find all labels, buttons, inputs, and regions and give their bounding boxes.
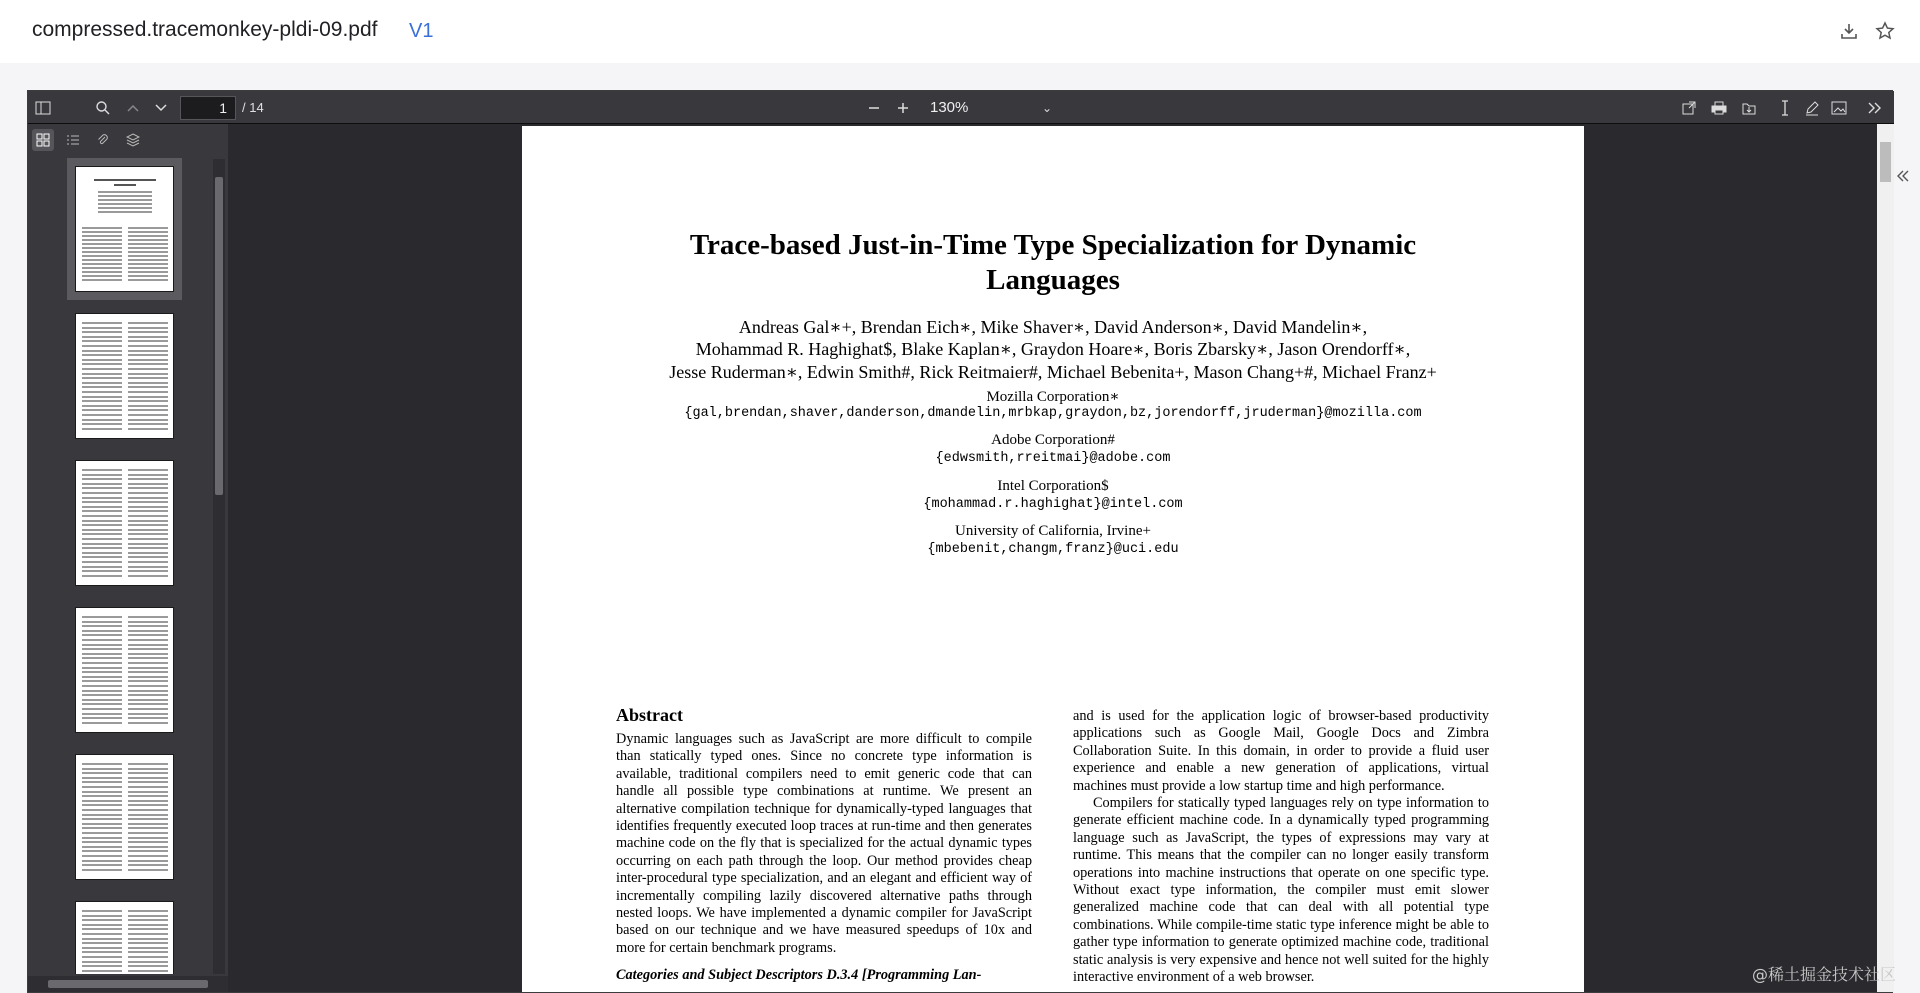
chevron-down-icon: ⌄ — [1041, 101, 1052, 115]
zoom-in-icon[interactable] — [892, 97, 914, 119]
document-area — [228, 124, 1873, 992]
pdf-page — [522, 126, 1584, 992]
page-thumbnail[interactable] — [75, 901, 174, 974]
paper-title-line-1: Trace-based Just-in-Time Type Specialization for Dynamic — [689, 229, 1417, 261]
affiliation-mozilla: Mozilla Corporation∗ — [986, 389, 1120, 405]
abstract-heading: Abstract — [616, 705, 683, 725]
watermark: @稀土掘金技术社区 — [1752, 965, 1897, 984]
sidebar-toggle-icon[interactable] — [32, 97, 54, 119]
email-mozilla: {gal,brendan,shaver,danderson,dmandelin,mrbkap,graydon,bz,jorendorff,jruderman}@mozilla.com — [684, 406, 1422, 421]
sidebar-hscroll-thumb[interactable] — [48, 980, 208, 988]
save-icon[interactable] — [1738, 97, 1760, 119]
document-scroll-thumb[interactable] — [1880, 142, 1891, 182]
version-badge[interactable]: V1 — [409, 20, 434, 42]
document-scrollbar[interactable] — [1877, 124, 1894, 992]
email-adobe: {edwsmith,rreitmai}@adobe.com — [935, 451, 1171, 466]
thumbnail-sidebar — [28, 124, 228, 992]
previous-page-icon[interactable] — [122, 97, 144, 119]
page-thumbnail[interactable] — [75, 754, 174, 880]
zoom-select[interactable] — [925, 96, 1061, 120]
layers-view-icon[interactable] — [122, 129, 144, 151]
categories-line: Categories and Subject Descriptors D.3.4 [Programming Lan- — [616, 967, 982, 984]
image-icon[interactable] — [1828, 97, 1850, 119]
page-thumbnail[interactable] — [75, 313, 174, 439]
app-header — [0, 0, 1920, 63]
authors-line-3: Jesse Ruderman∗, Edwin Smith#, Rick Reitmaier#, Michael Bebenita+, Mason Chang+#, Michael Franz+ — [669, 362, 1437, 382]
zoom-value: 130% — [930, 99, 969, 116]
draw-icon[interactable] — [1801, 97, 1823, 119]
page-number-input[interactable]: 1 — [180, 96, 236, 120]
file-name: compressed.tracemonkey-pldi-09.pdf — [32, 18, 378, 41]
page-thumbnail[interactable] — [75, 607, 174, 733]
email-uci: {mbebenit,changm,franz}@uci.edu — [927, 542, 1179, 557]
attachments-view-icon[interactable] — [92, 129, 114, 151]
collapse-panel-icon[interactable] — [1896, 168, 1916, 192]
sidebar-tabs — [28, 124, 228, 154]
affiliation-adobe: Adobe Corporation# — [991, 432, 1115, 448]
sidebar-scroll-thumb[interactable] — [215, 177, 223, 495]
outline-view-icon[interactable] — [62, 129, 84, 151]
next-page-icon[interactable] — [150, 97, 172, 119]
thumbnails-view-icon[interactable] — [32, 129, 54, 151]
text-cursor-icon[interactable] — [1774, 97, 1796, 119]
paper-title-line-2: Languages — [986, 264, 1120, 296]
intro-paragraph-2: Compilers for statically typed languages rely on type information to generate efficient machine code. In a dynamically typed programming language such as JavaScript, the types of expressions may vary at runtime. This means that the compiler can no longer easily transform operations into machine instructions that operate on one specific type. Without exact type information, the compiler must emit slower generalized machine code that can deal with all potential type combinations. While compile-time static type inference might be able to gather type information to generate optimized machine code, traditional static analysis is very expensive and hence not well suited for the highly interactive environment of a web browser. — [1073, 795, 1489, 986]
authors-line-1: Andreas Gal∗+, Brendan Eich∗, Mike Shaver∗, David Anderson∗, David Mandelin∗, — [738, 317, 1368, 337]
open-external-icon[interactable] — [1678, 97, 1700, 119]
sidebar-horizontal-scrollbar[interactable] — [28, 976, 228, 992]
zoom-out-icon[interactable] — [863, 97, 885, 119]
page-thumbnail[interactable] — [75, 166, 174, 292]
affiliation-intel: Intel Corporation$ — [997, 478, 1109, 494]
page-thumbnail[interactable] — [75, 460, 174, 586]
pdf-toolbar — [28, 91, 1894, 124]
abstract-paragraph: Dynamic languages such as JavaScript are more difficult to compile than statically typed ones. Since no concrete type information is available, traditional compilers need to emit generic code that can handle all possible type combinations at runtime. We present an alternative compilation technique for dynamically-typed languages that identifies frequently executed loop traces at run-time and then generates machine code on the fly that is specialized for the actual dynamic types occurring on each path through the loop. Our method provides cheap inter-procedural type specialization, and an elegant and efficient way of incrementally compiling lazily discovered alternative paths through nested loops. We have implemented a dynamic compiler for JavaScript based on our technique and we have measured speedups of 10x and more for certain benchmark programs. — [616, 731, 1032, 956]
print-icon[interactable] — [1708, 97, 1730, 119]
affiliation-uci: University of California, Irvine+ — [955, 523, 1151, 539]
email-intel: {mohammad.r.haghighat}@intel.com — [923, 497, 1183, 512]
right-column — [1073, 708, 1489, 987]
thumbnail-list — [28, 154, 211, 974]
more-tools-icon[interactable] — [1863, 97, 1885, 119]
sidebar-scrollbar[interactable] — [213, 159, 225, 974]
authors-line-2: Mohammad R. Haghighat$, Blake Kaplan∗, Graydon Hoare∗, Boris Zbarsky∗, Jason Orendorff∗, — [695, 339, 1411, 359]
left-column — [616, 731, 1032, 985]
search-icon[interactable] — [92, 97, 114, 119]
page-total: / 14 — [242, 100, 264, 115]
star-icon[interactable] — [1874, 20, 1896, 42]
header-actions — [1838, 20, 1896, 42]
download-icon[interactable] — [1838, 20, 1860, 42]
intro-paragraph-1: and is used for the application logic of browser-based productivity applications such as Google Mail, Google Docs and Zimbra Collaboration Suite. In this domain, in order to provide a fluid user experience and enable a new generation of applications, virtual machines must provide a low startup time and high performance. — [1073, 708, 1489, 794]
pdf-viewer — [27, 90, 1893, 993]
